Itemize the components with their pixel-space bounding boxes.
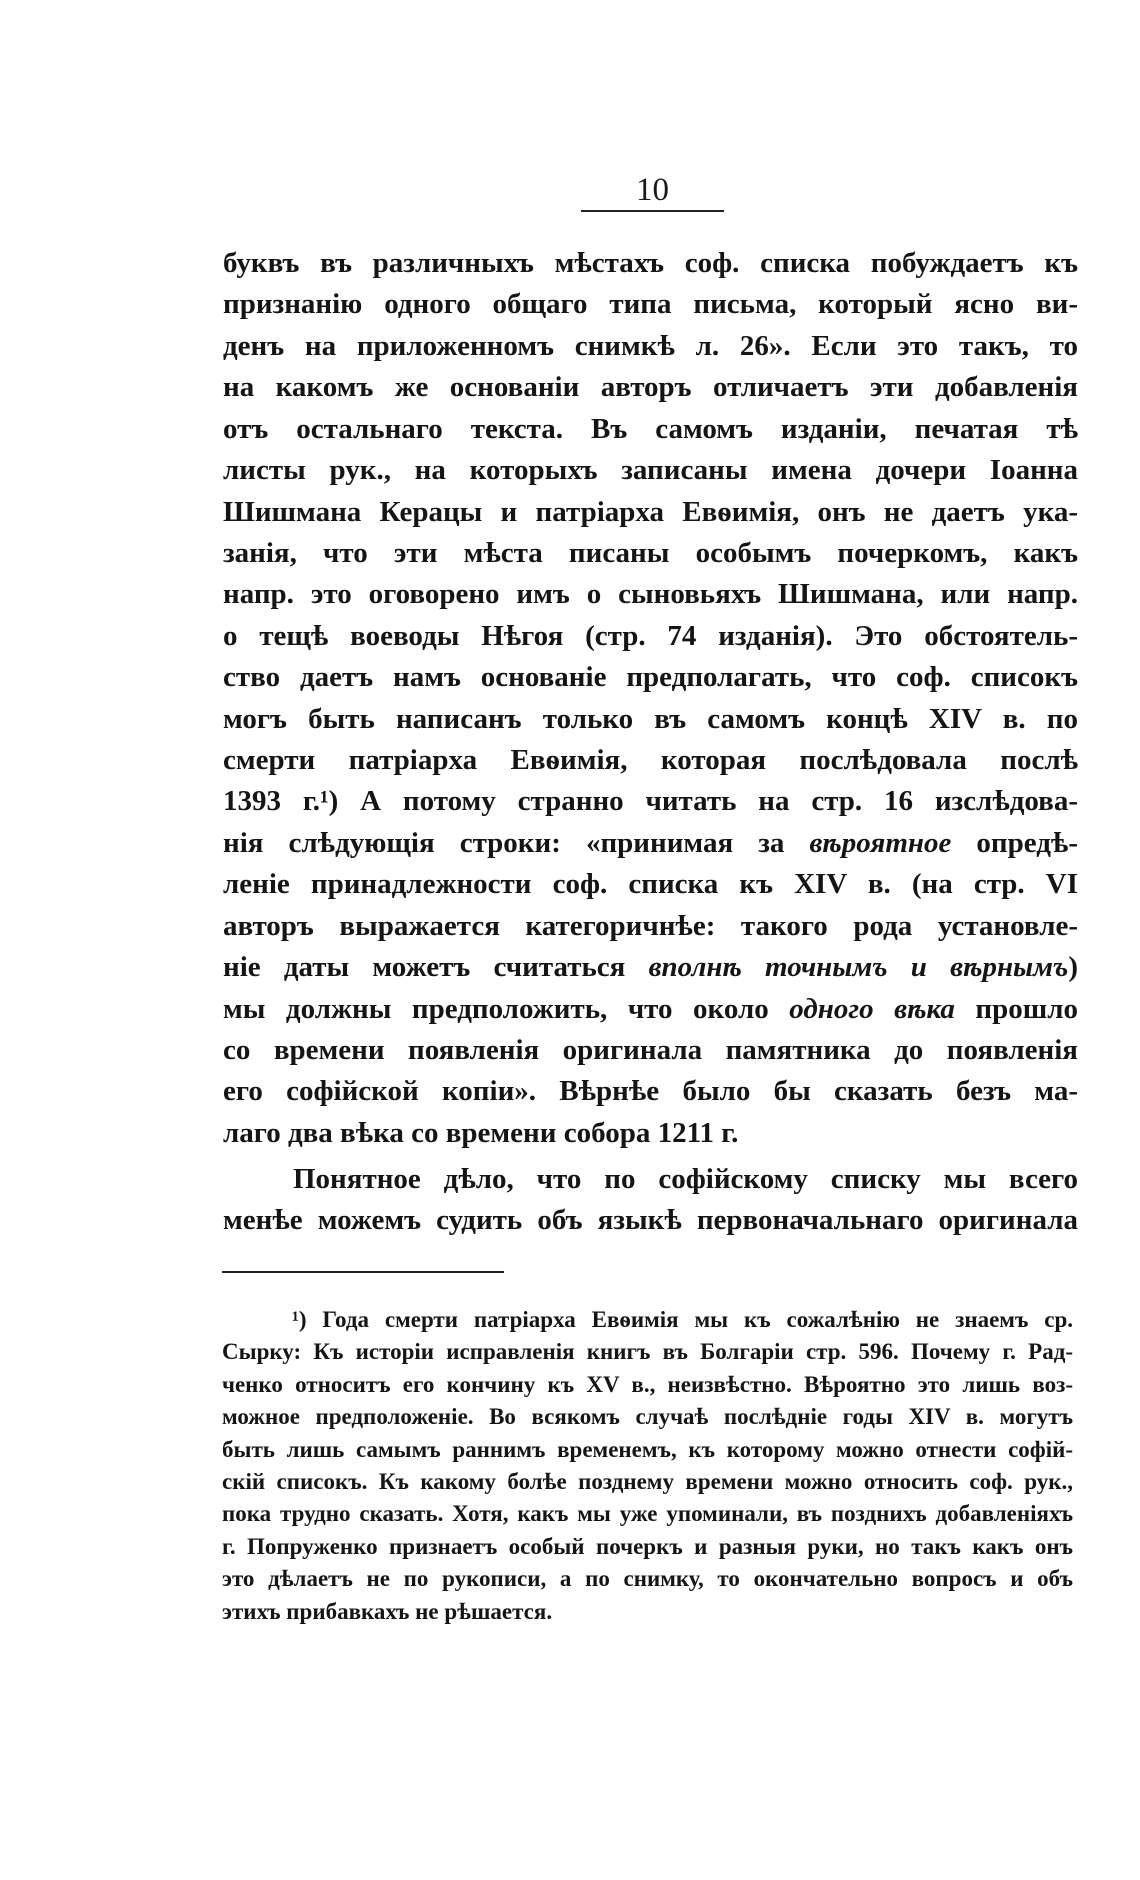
body-text-line: со времени появленія оригинала памятника до появленія bbox=[223, 1034, 1078, 1067]
body-text-line: Шишмана Керацы и патріарха Евѳимія, онъ не даетъ ука- bbox=[223, 495, 1078, 528]
body-paragraph bbox=[223, 1159, 1078, 1242]
footnote-text-line: скій списокъ. Къ какому болѣе позднему времени можно относить соф. рук., bbox=[222, 1468, 1073, 1494]
body-paragraph-continued bbox=[223, 243, 1078, 1154]
footnote-text-line: Сырку: Къ исторіи исправленія книгъ въ Болгаріи стр. 596. Почему г. Рад- bbox=[222, 1339, 1073, 1365]
text-run: ніе даты можетъ считаться bbox=[223, 951, 649, 984]
body-text-line: смерти патріарха Евѳимія, которая послѣдовала послѣ bbox=[223, 744, 1078, 777]
page-number-rule bbox=[581, 210, 724, 212]
footnote-text-line: быть лишь самымъ раннимъ временемъ, къ которому можно отнести софій- bbox=[222, 1436, 1073, 1462]
body-text-line: буквъ въ различныхъ мѣстахъ соф. списка побуждаетъ къ bbox=[223, 247, 1078, 279]
text-run: ) bbox=[1068, 951, 1078, 984]
body-text-line: признанію одного общаго типа письма, который ясно ви- bbox=[223, 288, 1078, 321]
body-text-line bbox=[223, 989, 1078, 1030]
body-text-line: на какомъ же основаніи авторъ отличаетъ эти добавленія bbox=[223, 371, 1078, 404]
footnote-text-line: можное предположеніе. Во всякомъ случаѣ послѣдніе годы XIV в. могутъ bbox=[222, 1404, 1073, 1430]
body-text-line: могъ быть написанъ только въ самомъ концѣ XIV в. по bbox=[223, 702, 1078, 735]
footnote bbox=[222, 1304, 1073, 1628]
footnote-text-line: это дѣлаетъ не по рукописи, а по снимку, то окончательно вопросъ и объ bbox=[222, 1566, 1073, 1592]
body-text-line: отъ остальнаго текста. Въ самомъ изданіи, печатая тѣ bbox=[223, 412, 1078, 445]
body-text-line: листы рук., на которыхъ записаны имена дочери Іоанна bbox=[223, 454, 1078, 487]
body-text-line: 1393 г.¹) А потому странно читать на стр. 16 изслѣдова- bbox=[223, 785, 1078, 818]
text-run: прошло bbox=[954, 992, 1078, 1025]
footnote-text-line: этихъ прибавкахъ не рѣшается. bbox=[222, 1598, 553, 1624]
body-text-line bbox=[223, 947, 1078, 988]
italic-emphasis: одного вѣка bbox=[789, 992, 955, 1025]
footnote-text-line: ¹) Года смерти патріарха Евѳимія мы къ сожалѣнію не знаемъ ср. bbox=[292, 1307, 1073, 1332]
text-run: опредѣ- bbox=[951, 826, 1078, 859]
body-text-line: занія, что эти мѣста писаны особымъ почеркомъ, какъ bbox=[223, 536, 1078, 569]
footnote-text-line: пока трудно сказать. Хотя, какъ мы уже упоминали, въ позднихъ добавленіяхъ bbox=[222, 1501, 1073, 1527]
body-text-line: авторъ выражается категоричнѣе: такого рода установле- bbox=[223, 909, 1078, 942]
body-text-line: денъ на приложенномъ снимкѣ л. 26». Если это такъ, то bbox=[223, 329, 1078, 362]
footnote-separator bbox=[222, 1271, 504, 1273]
body-text-line: менѣе можемъ судить объ языкѣ первоначальнаго оригинала bbox=[223, 1204, 1078, 1237]
italic-emphasis: вполнѣ точнымъ и вѣрнымъ bbox=[648, 951, 1069, 984]
body-text-line: его софійской копіи». Вѣрнѣе было бы сказать безъ ма- bbox=[223, 1075, 1078, 1108]
footnote-text-line: г. Попруженко признаетъ особый почеркъ и разныя руки, но такъ какъ онъ bbox=[222, 1533, 1073, 1559]
body-text-line: лаго два вѣка со времени собора 1211 г. bbox=[223, 1116, 739, 1149]
body-text-line: ство даетъ намъ основаніе предполагать, что соф. списокъ bbox=[223, 661, 1078, 694]
body-text-line bbox=[223, 823, 1078, 864]
text-run: мы должны предположить, что около bbox=[223, 992, 790, 1025]
italic-emphasis: вѣроятное bbox=[809, 826, 952, 859]
page-number: 10 bbox=[636, 172, 669, 208]
body-text-line: леніе принадлежности соф. списка къ XIV в. (на стр. VI bbox=[223, 868, 1078, 901]
body-text-line: о тещѣ воеводы Нѣгоя (стр. 74 изданія). Это обстоятель- bbox=[223, 619, 1078, 652]
footnote-text-line: ченко относитъ его кончину къ XV в., неизвѣстно. Вѣроятно это лишь воз- bbox=[222, 1371, 1073, 1397]
text-run: нія слѣдующія строки: «принимая за bbox=[223, 826, 810, 859]
body-text-line: напр. это оговорено имъ о сыновьяхъ Шишмана, или напр. bbox=[223, 578, 1078, 611]
body-text-line: Понятное дѣло, что по софійскому списку мы всего bbox=[293, 1163, 1078, 1195]
